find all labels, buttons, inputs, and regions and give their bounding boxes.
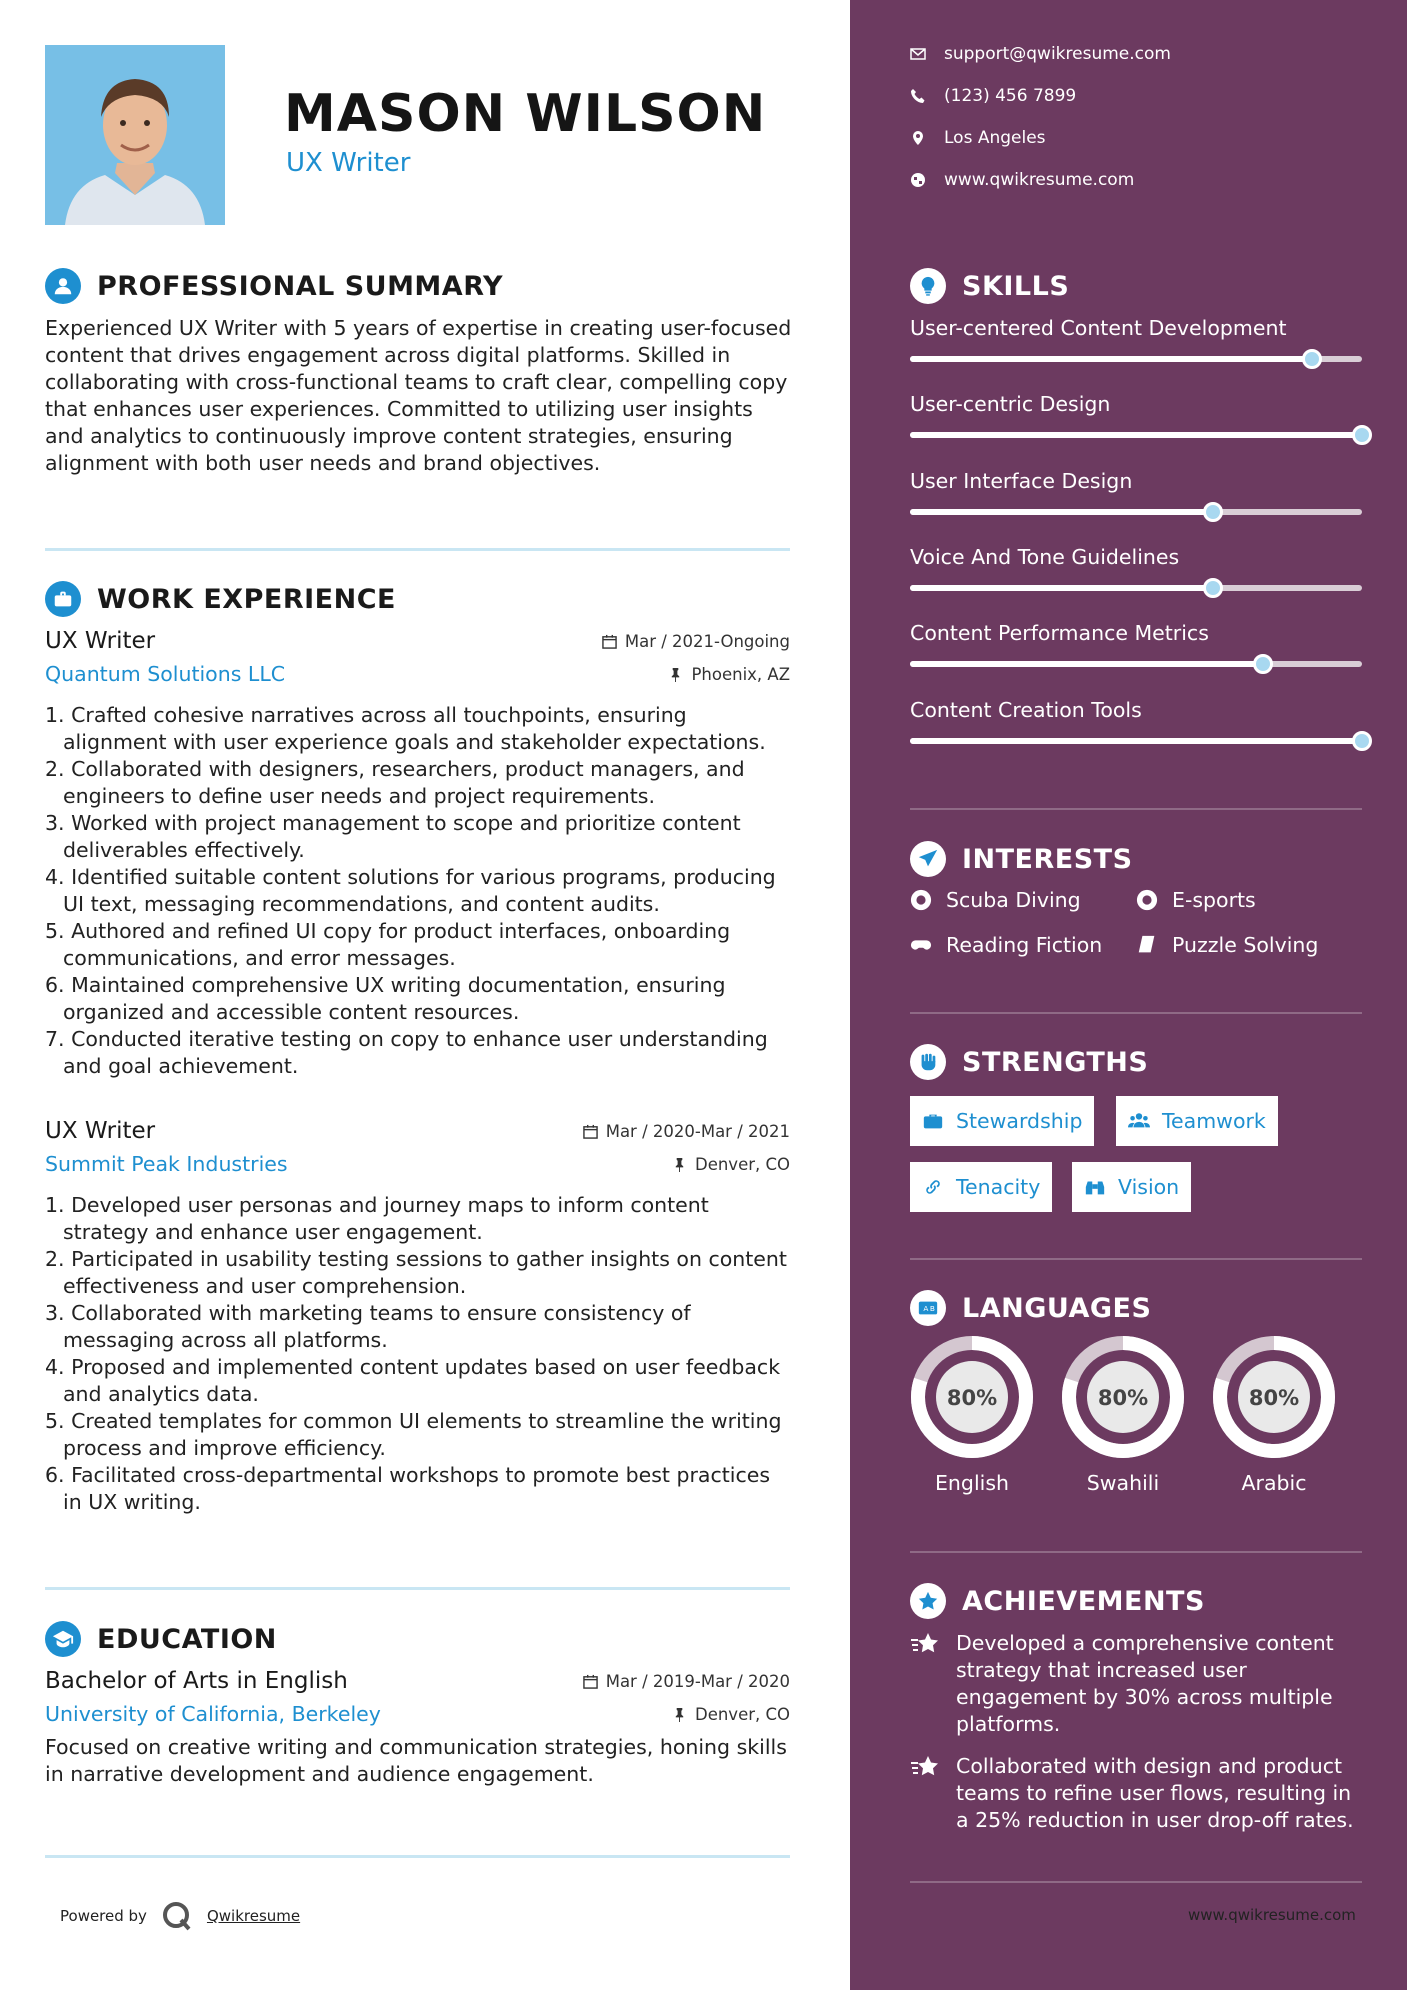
education-location — [672, 1705, 790, 1724]
list-item: 2. Collaborated with designers, researchers, product managers, and engineers to define user needs and project requirements. — [45, 757, 745, 808]
education-date-text: Mar / 2019-Mar / 2020 — [605, 1671, 790, 1691]
job-date — [583, 1122, 790, 1141]
contact-email[interactable] — [910, 44, 1171, 64]
strengths-title: STRENGTHS — [962, 1046, 1149, 1078]
education-date — [583, 1672, 790, 1691]
contact-location — [910, 128, 1046, 148]
summary-heading — [45, 268, 503, 304]
life-ring-icon — [910, 889, 932, 911]
skill-bar-knob — [1253, 654, 1273, 674]
language-item — [1061, 1335, 1185, 1495]
interest-item — [910, 933, 1102, 957]
job-title: UX Writer — [45, 1118, 156, 1144]
skill-item — [910, 469, 1365, 515]
star-icon — [910, 1753, 940, 1783]
sidebar-divider — [910, 1258, 1362, 1260]
interest-label: Scuba Diving — [946, 888, 1081, 912]
skill-bar-fill — [910, 356, 1312, 362]
language-name: English — [934, 1471, 1010, 1495]
contact-website[interactable] — [910, 170, 1134, 190]
job-date — [602, 632, 790, 651]
book-icon — [1136, 934, 1158, 956]
strength-tag — [910, 1096, 1094, 1146]
candidate-name: MASON WILSON — [284, 84, 767, 144]
email-text: support@qwikresume.com — [944, 44, 1171, 64]
skill-name: User-centric Design — [910, 392, 1111, 416]
powered-by — [60, 1900, 300, 1932]
education-entry — [45, 1668, 790, 1788]
sidebar-divider — [910, 1881, 1362, 1883]
skill-item — [910, 392, 1365, 438]
skill-item — [910, 698, 1365, 744]
skill-bar — [910, 432, 1362, 438]
user-icon — [45, 268, 81, 304]
interest-item — [910, 888, 1081, 912]
svg-text:B: B — [929, 1303, 935, 1313]
pin-icon — [672, 1157, 687, 1172]
strength-label: Tenacity — [956, 1175, 1041, 1199]
skill-bar-fill — [910, 738, 1362, 744]
skill-bar-fill — [910, 661, 1263, 667]
qwikresume-logo-icon — [161, 1900, 193, 1932]
location-text: Los Angeles — [944, 128, 1046, 148]
job-company: Summit Peak Industries — [45, 1152, 288, 1176]
strength-label: Teamwork — [1162, 1109, 1266, 1133]
sidebar-divider — [910, 808, 1362, 810]
brand-link[interactable]: Qwikresume — [206, 1907, 301, 1925]
job-date-text: Mar / 2021-Ongoing — [624, 631, 790, 651]
list-item: 6. Maintained comprehensive UX writing documentation, ensuring organized and accessible content resources. — [45, 973, 726, 1024]
list-item: 5. Authored and refined UI copy for product interfaces, onboarding communications, and error messages. — [45, 919, 731, 970]
skill-name: User-centered Content Development — [910, 316, 1287, 340]
briefcase-icon — [45, 581, 81, 617]
skill-bar-knob — [1352, 425, 1372, 445]
calendar-icon — [602, 634, 617, 649]
education-location-text: Denver, CO — [694, 1704, 790, 1724]
star-icon — [910, 1630, 940, 1660]
summary-title: PROFESSIONAL SUMMARY — [97, 270, 504, 302]
job-entry — [45, 1118, 790, 1516]
language-icon — [910, 1290, 946, 1326]
powered-by-label: Powered by — [60, 1907, 147, 1925]
list-item: 7. Conducted iterative testing on copy to enhance user understanding and goal achievement. — [45, 1027, 768, 1078]
map-marker-icon — [910, 130, 926, 146]
interest-item — [1136, 888, 1256, 912]
list-item: 3. Worked with project management to scope and prioritize content deliverables effectively. — [45, 811, 741, 862]
skill-bar — [910, 509, 1362, 515]
star-badge-icon — [910, 1583, 946, 1619]
section-divider — [45, 1855, 790, 1858]
life-ring-icon — [1136, 889, 1158, 911]
interest-label: Reading Fiction — [946, 933, 1103, 957]
calendar-icon — [583, 1124, 598, 1139]
section-divider — [45, 1587, 790, 1590]
language-percent: 80% — [1097, 1386, 1149, 1410]
phone-icon — [910, 88, 926, 104]
degree: Bachelor of Arts in English — [45, 1668, 348, 1694]
language-ring — [910, 1335, 1034, 1459]
skills-title: SKILLS — [962, 270, 1070, 302]
list-item: 4. Identified suitable content solutions for various programs, producing UI text, messaging recommendations, and content audits. — [45, 865, 776, 916]
school: University of California, Berkeley — [45, 1702, 381, 1726]
skill-bar-fill — [910, 585, 1213, 591]
job-bullets — [45, 702, 790, 1080]
strength-tag — [1116, 1096, 1278, 1146]
envelope-icon — [910, 46, 926, 62]
skills-heading — [910, 268, 1069, 304]
strength-label: Vision — [1118, 1175, 1180, 1199]
job-bullets — [45, 1192, 790, 1516]
phone-text: (123) 456 7899 — [944, 86, 1077, 106]
globe-icon — [910, 172, 926, 188]
binoculars-icon — [1084, 1176, 1106, 1198]
language-name: Swahili — [1086, 1471, 1160, 1495]
sidebar-divider — [910, 1012, 1362, 1014]
language-item — [1212, 1335, 1336, 1495]
svg-text:A: A — [923, 1303, 929, 1313]
skill-item — [910, 621, 1365, 667]
achievement-text: Developed a comprehensive content strategy that increased user engagement by 30% across multiple platforms. — [956, 1631, 1334, 1736]
languages-heading — [910, 1290, 1151, 1326]
achievement-item — [910, 1753, 1370, 1834]
skill-bar — [910, 356, 1362, 362]
list-item: 4. Proposed and implemented content updates based on user feedback and analytics data. — [45, 1355, 781, 1406]
interests-heading — [910, 841, 1133, 877]
interest-label: E-sports — [1172, 888, 1256, 912]
skill-bar — [910, 661, 1362, 667]
calendar-icon — [583, 1674, 598, 1689]
graduation-cap-icon — [45, 1621, 81, 1657]
website-text: www.qwikresume.com — [944, 170, 1135, 190]
list-item: 5. Created templates for common UI elements to streamline the writing process and improve efficiency. — [45, 1409, 782, 1460]
interests-title: INTERESTS — [962, 843, 1133, 875]
job-location-text: Denver, CO — [694, 1154, 790, 1174]
education-title: EDUCATION — [97, 1623, 277, 1655]
job-location — [672, 1155, 790, 1174]
job-location-text: Phoenix, AZ — [691, 664, 790, 684]
experience-title: WORK EXPERIENCE — [97, 583, 396, 615]
achievements-heading — [910, 1583, 1205, 1619]
skill-bar-fill — [910, 509, 1213, 515]
language-item — [910, 1335, 1034, 1495]
skill-bar — [910, 738, 1362, 744]
gamepad-icon — [910, 934, 932, 956]
skill-bar-knob — [1203, 578, 1223, 598]
footer-url[interactable]: www.qwikresume.com — [1188, 1906, 1356, 1924]
section-divider — [45, 548, 790, 551]
achievements-title: ACHIEVEMENTS — [962, 1585, 1205, 1617]
skill-name: Content Performance Metrics — [910, 621, 1209, 645]
pin-icon — [668, 667, 683, 682]
profile-photo — [45, 45, 225, 225]
users-icon — [1128, 1110, 1150, 1132]
strength-tag — [910, 1162, 1052, 1212]
job-company: Quantum Solutions LLC — [45, 662, 286, 686]
list-item: 3. Collaborated with marketing teams to ensure consistency of messaging across all platforms. — [45, 1301, 691, 1352]
skill-bar-knob — [1352, 731, 1372, 751]
achievement-text: Collaborated with design and product teams to refine user flows, resulting in a 25% reduction in user drop-off rates. — [956, 1754, 1354, 1832]
list-item: 1. Crafted cohesive narratives across all touchpoints, ensuring alignment with user experience goals and stakeholder expectations. — [45, 703, 766, 754]
job-entry — [45, 628, 790, 1080]
job-location — [668, 665, 790, 684]
skill-item — [910, 316, 1365, 362]
languages-title: LANGUAGES — [962, 1292, 1152, 1324]
skill-bar-knob — [1203, 502, 1223, 522]
strength-tag — [1072, 1162, 1191, 1212]
skill-name: User Interface Design — [910, 469, 1133, 493]
summary-text: Experienced UX Writer with 5 years of expertise in creating user-focused content that drives engagement across digital platforms. Skilled in collaborating with cross-functional teams to craft clear, compelling copy that enhances user experiences. Committed to utilizing user insights and analytics to continuously improve content strategies, ensuring alignment with both user needs and brand objectives. — [45, 316, 792, 475]
list-item: 2. Participated in usability testing sessions to gather insights on content effectiveness and user comprehension. — [45, 1247, 787, 1298]
briefcase-icon — [922, 1110, 944, 1132]
skill-item — [910, 545, 1365, 591]
job-title: UX Writer — [45, 628, 156, 654]
contact-phone[interactable] — [910, 86, 1076, 106]
language-name: Arabic — [1241, 1471, 1307, 1495]
pin-icon — [672, 1707, 687, 1722]
language-percent: 80% — [1248, 1386, 1300, 1410]
job-date-text: Mar / 2020-Mar / 2021 — [605, 1121, 790, 1141]
education-heading — [45, 1621, 277, 1657]
sidebar-divider — [910, 1551, 1362, 1553]
achievement-item — [910, 1630, 1370, 1738]
experience-heading — [45, 581, 396, 617]
sidebar — [850, 0, 1407, 1990]
language-ring — [1212, 1335, 1336, 1459]
skill-bar — [910, 585, 1362, 591]
list-item: 1. Developed user personas and journey maps to inform content strategy and enhance user engagement. — [45, 1193, 709, 1244]
fist-icon — [910, 1044, 946, 1080]
education-description: Focused on creative writing and communication strategies, honing skills in narrative development and audience engagement. — [45, 1735, 787, 1786]
strength-label: Stewardship — [956, 1109, 1083, 1133]
skill-name: Voice And Tone Guidelines — [910, 545, 1180, 569]
candidate-title: UX Writer — [286, 148, 411, 178]
lightbulb-icon — [910, 268, 946, 304]
skill-bar-knob — [1302, 349, 1322, 369]
paper-plane-icon — [910, 841, 946, 877]
skill-name: Content Creation Tools — [910, 698, 1142, 722]
skill-bar-fill — [910, 432, 1362, 438]
language-ring — [1061, 1335, 1185, 1459]
interest-label: Puzzle Solving — [1172, 933, 1319, 957]
strengths-heading — [910, 1044, 1148, 1080]
link-icon — [922, 1176, 944, 1198]
list-item: 6. Facilitated cross-departmental workshops to promote best practices in UX writing. — [45, 1463, 771, 1514]
language-percent: 80% — [946, 1386, 998, 1410]
interest-item — [1136, 933, 1318, 957]
